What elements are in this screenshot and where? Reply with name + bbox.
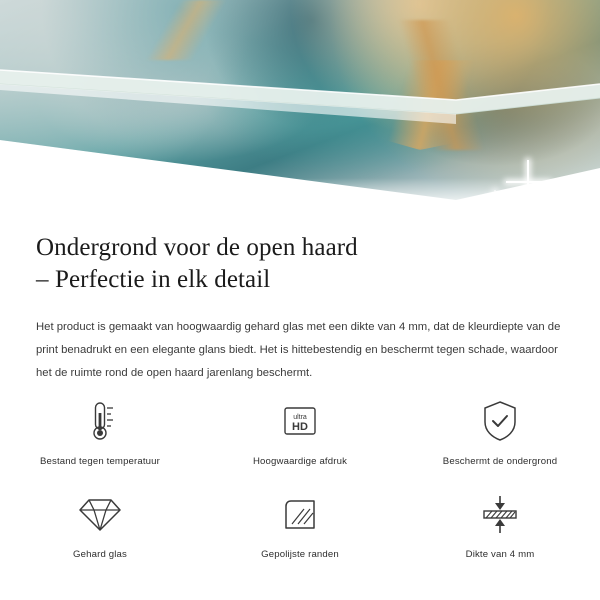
feature-label: Bestand tegen temperatuur <box>39 456 161 467</box>
gold-vein-decoration <box>330 20 530 150</box>
svg-text:HD: HD <box>292 421 308 433</box>
feature-grid <box>0 398 600 560</box>
thickness-4mm-icon <box>477 491 523 537</box>
feature-item <box>200 491 400 560</box>
feature-item <box>0 491 200 560</box>
shield-check-icon <box>477 398 523 444</box>
feature-item <box>200 398 400 467</box>
svg-text:ultra: ultra <box>293 414 307 421</box>
feature-item <box>0 398 200 467</box>
headline-line-2: – Perfectie in elk detail <box>36 266 271 293</box>
headline-line-1: Ondergrond voor de open haard <box>36 234 358 261</box>
feature-label: Beschermt de ondergrond <box>442 456 558 467</box>
hero-image <box>0 0 600 218</box>
page-title <box>0 218 600 296</box>
feature-label: Hoogwaardige afdruk <box>252 456 348 467</box>
feature-label: Gehard glas <box>73 549 127 560</box>
diamond-icon <box>77 491 123 537</box>
hero-fade-overlay <box>0 178 600 218</box>
description-paragraph: Het product is gemaakt van hoogwaardig gehard glas met een dikte van 4 mm, dat de kleurdiepte van de print benadrukt en een elegante glans biedt. Het is hittebestendig en beschermt tegen schade, waardoor het de ruimte rond de open haard jarenlang beschermt. <box>36 321 561 380</box>
thermometer-icon <box>77 398 123 444</box>
ultra-hd-icon <box>277 398 323 444</box>
feature-item <box>400 491 600 560</box>
feature-item <box>400 398 600 467</box>
gold-vein-decoration <box>90 0 270 60</box>
polished-edges-icon <box>277 491 323 537</box>
content-block <box>0 218 600 385</box>
feature-label: Dikte van 4 mm <box>465 549 535 560</box>
feature-label: Gepolijste randen <box>261 549 339 560</box>
